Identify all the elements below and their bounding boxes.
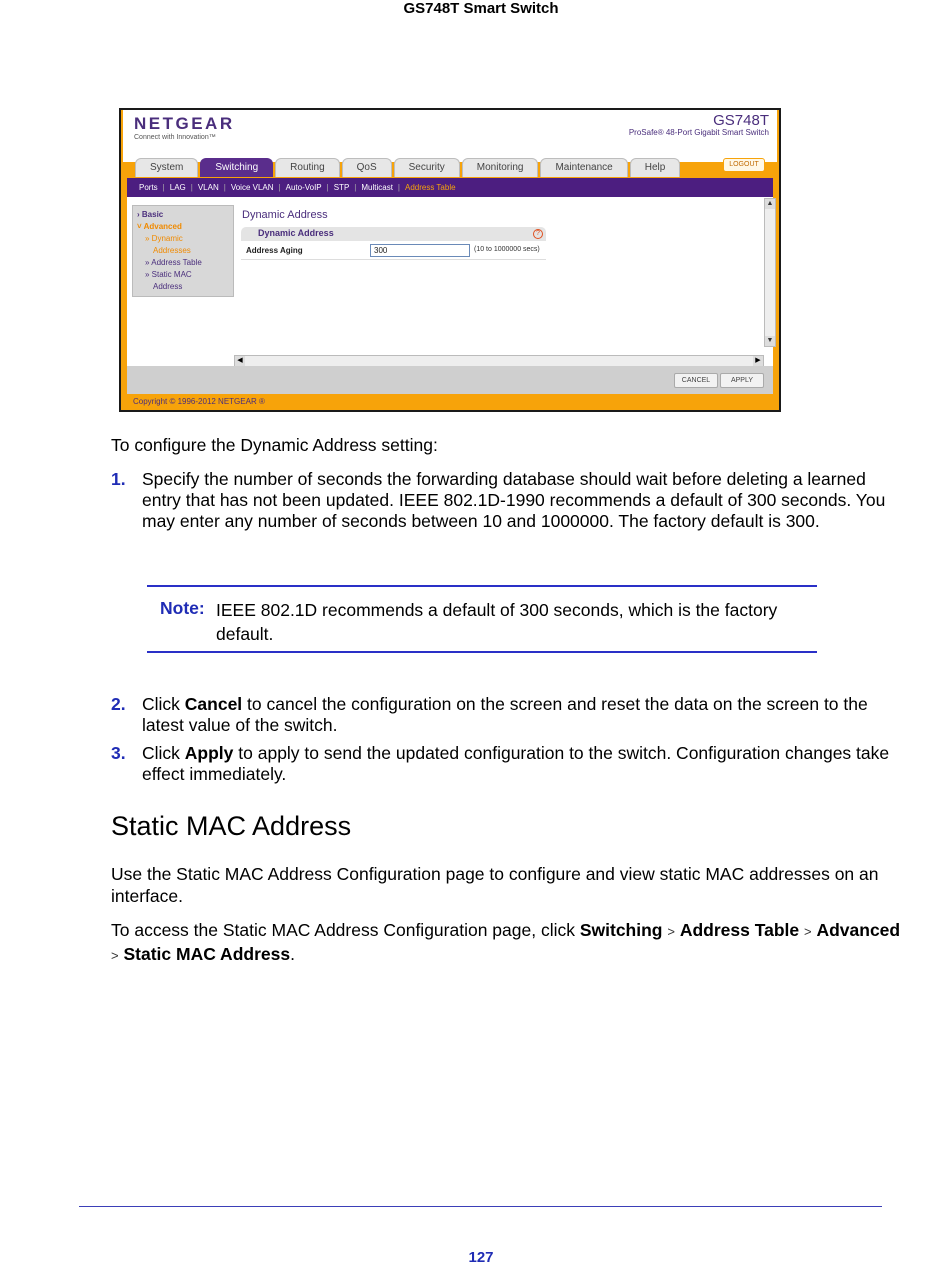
leftnav-address-table[interactable]: » Address Table: [145, 258, 202, 267]
step-3-pre: Click: [142, 743, 185, 763]
step-2-post: to cancel the configuration on the screen and reset the data on the screen to the latest value of the switch.: [142, 694, 868, 735]
note-bottom-rule: [147, 651, 817, 653]
help-icon[interactable]: ?: [533, 229, 543, 239]
section-paragraph-1: Use the Static MAC Address Configuration page to configure and view static MAC addresses on an interface.: [111, 864, 879, 906]
tab-routing[interactable]: Routing: [275, 158, 339, 177]
pane-title: Dynamic Address: [242, 209, 328, 221]
nav-advanced: Advanced: [816, 920, 901, 940]
subnav-separator: |: [223, 183, 226, 192]
model-subtitle: ProSafe® 48-Port Gigabit Smart Switch: [628, 128, 769, 137]
subnav-separator: |: [326, 183, 329, 192]
leftnav-dynamic-addresses[interactable]: » Dynamic: [145, 234, 183, 243]
subnav-separator: |: [162, 183, 165, 192]
logout-button[interactable]: LOGOUT: [723, 158, 765, 172]
running-header: GS748T Smart Switch: [403, 0, 559, 17]
leftnav-static-mac-cont[interactable]: Address: [153, 282, 183, 291]
tab-qos[interactable]: QoS: [342, 158, 392, 177]
step-2-bold: Cancel: [184, 694, 243, 714]
brand-tagline: Connect with Innovation™: [134, 134, 216, 141]
subnav-separator: |: [190, 183, 193, 192]
step-2-pre: Click: [142, 694, 185, 714]
step-3-text: [142, 743, 902, 785]
netgear-logo: NETGEAR: [134, 114, 235, 133]
scroll-right-icon[interactable]: ▶: [753, 356, 763, 366]
page-number: 127: [468, 1249, 494, 1266]
tab-system[interactable]: System: [135, 158, 198, 177]
tab-security[interactable]: Security: [394, 158, 460, 177]
leftnav-static-mac[interactable]: » Static MAC: [145, 270, 192, 279]
scroll-down-icon[interactable]: ▼: [766, 337, 774, 344]
address-aging-input[interactable]: 300: [370, 244, 470, 257]
subnav-lag[interactable]: LAG: [169, 183, 186, 192]
vertical-scrollbar[interactable]: [764, 198, 776, 347]
panel-header: [241, 227, 546, 241]
step-3-post: to apply to send the updated configuration to the switch. Configuration changes take effect immediately.: [142, 743, 890, 784]
note-label: Note:: [160, 598, 205, 618]
leftnav-advanced[interactable]: ˅ Advanced: [137, 222, 182, 231]
screenshot-content: [127, 197, 773, 366]
nav-separator: >: [804, 924, 812, 939]
step-2-text: [142, 694, 902, 736]
ui-screenshot: [119, 108, 781, 412]
address-aging-row: [241, 243, 546, 260]
section-paragraph-2: [111, 919, 901, 967]
address-aging-label: Address Aging: [246, 246, 303, 255]
subnav-address-table[interactable]: Address Table: [405, 183, 456, 192]
apply-button[interactable]: APPLY: [720, 373, 764, 388]
subnav-multicast[interactable]: Multicast: [361, 183, 393, 192]
p2-end: .: [290, 944, 295, 964]
subnav-separator: |: [397, 183, 400, 192]
nav-address-table: Address Table: [679, 920, 800, 940]
screenshot-header: [123, 110, 777, 173]
dynamic-address-panel: [241, 227, 546, 263]
section-heading: Static MAC Address: [111, 811, 352, 841]
panel-title: Dynamic Address: [258, 228, 334, 238]
left-navigation: [132, 205, 234, 297]
footer-rule: [79, 1206, 882, 1207]
tab-monitoring[interactable]: Monitoring: [462, 158, 539, 177]
step-1-text: Specify the number of seconds the forwarding database should wait before deleting a learned entry that has not been updated. IEEE 802.1D-1990 recommends a default of 300 seconds. You may enter any number of seconds between 10 and 1000000. The factory default is 300.: [142, 469, 886, 531]
address-aging-hint: (10 to 1000000 secs): [474, 246, 540, 253]
subnav-separator: |: [354, 183, 357, 192]
nav-separator: >: [111, 948, 119, 963]
tab-switching[interactable]: Switching: [200, 158, 273, 177]
subnav-ports[interactable]: Ports: [139, 183, 158, 192]
copyright-text: Copyright © 1996-2012 NETGEAR ®: [133, 397, 265, 406]
subnav-voice-vlan[interactable]: Voice VLAN: [230, 183, 274, 192]
step-2-number: 2.: [111, 694, 126, 714]
tab-maintenance[interactable]: Maintenance: [540, 158, 627, 177]
p2-pre: To access the Static MAC Address Configuration page, click: [111, 920, 580, 940]
nav-switching: Switching: [579, 920, 663, 940]
subnav-stp[interactable]: STP: [333, 183, 350, 192]
leftnav-basic[interactable]: › Basic: [137, 210, 164, 219]
screenshot-button-bar: [127, 366, 773, 394]
note-text: IEEE 802.1D recommends a default of 300 seconds, which is the factory default.: [216, 600, 778, 644]
model-name: GS748T: [713, 112, 769, 129]
step-3-number: 3.: [111, 743, 126, 763]
intro-text: To configure the Dynamic Address setting:: [111, 435, 438, 455]
note-top-rule: [147, 585, 817, 587]
sub-navigation: [127, 178, 773, 197]
step-3-bold: Apply: [184, 743, 234, 763]
subnav-separator: |: [278, 183, 281, 192]
nav-separator: >: [667, 924, 675, 939]
subnav-auto-voip[interactable]: Auto-VoIP: [285, 183, 322, 192]
main-tabs: [135, 158, 680, 177]
leftnav-dynamic-addresses-cont[interactable]: Addresses: [153, 246, 191, 255]
cancel-button[interactable]: CANCEL: [674, 373, 718, 388]
subnav-vlan[interactable]: VLAN: [197, 183, 219, 192]
step-1-number: 1.: [111, 469, 126, 489]
scroll-left-icon[interactable]: ◀: [235, 356, 245, 366]
nav-static-mac-address: Static MAC Address: [123, 944, 291, 964]
tab-help[interactable]: Help: [630, 158, 681, 177]
scroll-up-icon[interactable]: ▲: [766, 200, 774, 207]
